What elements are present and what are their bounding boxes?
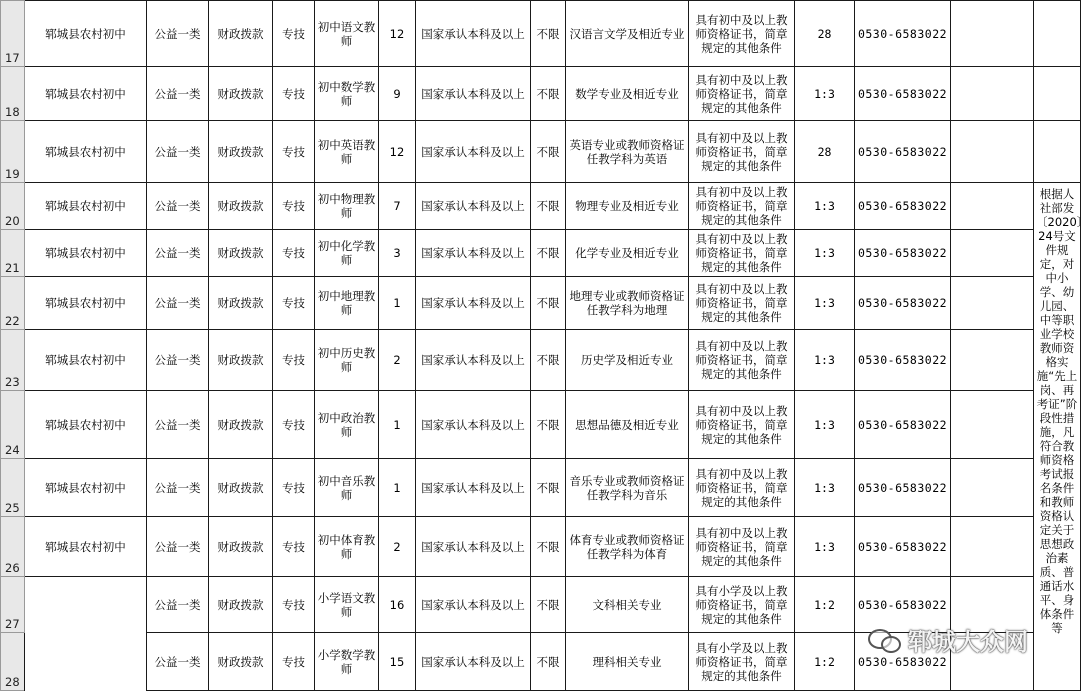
post-cell: 初中数学教师 (315, 67, 379, 121)
funding-cell: 财政拨款 (209, 121, 273, 183)
table-row (1, 121, 1081, 183)
major-cell: 思想品德及相近专业 (566, 391, 689, 459)
condition-cell: 具有初中及以上教师资格证书，简章规定的其他条件 (689, 459, 795, 517)
unit-cell: 郓城县农村初中 (25, 391, 147, 459)
ratio-cell: 1:2 (795, 577, 855, 633)
row-number: 22 (1, 277, 25, 330)
post-cell: 初中化学教师 (315, 230, 379, 277)
funding-cell: 财政拨款 (209, 633, 273, 691)
unit-cell: 郓城县农村初中 (25, 330, 147, 391)
post-cell: 初中物理教师 (315, 183, 379, 230)
row-number: 28 (1, 633, 25, 691)
degree-cell: 不限 (531, 121, 566, 183)
ratio-cell: 28 (795, 1, 855, 67)
table-row (1, 391, 1081, 459)
phone-cell: 0530-6583022 (855, 517, 951, 577)
funding-cell: 财政拨款 (209, 517, 273, 577)
count-cell: 2 (379, 330, 416, 391)
count-cell: 7 (379, 183, 416, 230)
phone-cell: 0530-6583022 (855, 330, 951, 391)
funding-cell: 财政拨款 (209, 391, 273, 459)
funding-cell: 财政拨款 (209, 330, 273, 391)
degree-cell: 不限 (531, 67, 566, 121)
education-cell: 国家承认本科及以上 (416, 633, 531, 691)
row-number: 24 (1, 391, 25, 459)
note-cell-empty (1034, 121, 1081, 183)
category-cell: 公益一类 (147, 330, 209, 391)
unit-cell: 郓城县农村初中 (25, 1, 147, 67)
watermark-text: 郓城大众网 (908, 628, 1028, 656)
funding-cell: 财政拨款 (209, 230, 273, 277)
table-row (1, 459, 1081, 517)
education-cell: 国家承认本科及以上 (416, 183, 531, 230)
note-cell: 根据人社部发〔2020〕24号文件规定，对中小学、幼儿园、中等职业学校教师资格实施“先上岗、再考证”阶段性措施，凡符合教师资格考试报名条件和教师资格认定关于思想政治素质、普通话水平、身体条件等 (1034, 183, 1081, 691)
category-cell: 公益一类 (147, 1, 209, 67)
ratio-cell: 1:2 (795, 633, 855, 691)
count-cell: 9 (379, 67, 416, 121)
post-type-cell: 专技 (273, 230, 315, 277)
post-type-cell: 专技 (273, 517, 315, 577)
major-cell: 汉语言文学及相近专业 (566, 1, 689, 67)
major-cell: 音乐专业或教师资格证任教学科为音乐 (566, 459, 689, 517)
empty-cell (951, 121, 1034, 183)
ratio-cell: 1:3 (795, 67, 855, 121)
funding-cell: 财政拨款 (209, 459, 273, 517)
phone-cell: 0530-6583022 (855, 633, 951, 691)
phone-cell: 0530-6583022 (855, 277, 951, 330)
table-row (1, 183, 1081, 230)
category-cell: 公益一类 (147, 633, 209, 691)
table-row (1, 330, 1081, 391)
empty-cell (951, 230, 1034, 277)
empty-cell (951, 517, 1034, 577)
unit-cell: 郓城县农村初中 (25, 230, 147, 277)
condition-cell: 具有初中及以上教师资格证书，简章规定的其他条件 (689, 330, 795, 391)
unit-cell: 郓城县农村初中 (25, 183, 147, 230)
condition-cell: 具有初中及以上教师资格证书，简章规定的其他条件 (689, 121, 795, 183)
table-row (1, 1, 1081, 67)
post-type-cell: 专技 (273, 1, 315, 67)
degree-cell: 不限 (531, 277, 566, 330)
education-cell: 国家承认本科及以上 (416, 577, 531, 633)
education-cell: 国家承认本科及以上 (416, 391, 531, 459)
funding-cell: 财政拨款 (209, 577, 273, 633)
post-type-cell: 专技 (273, 183, 315, 230)
condition-cell: 具有初中及以上教师资格证书，简章规定的其他条件 (689, 391, 795, 459)
count-cell: 16 (379, 577, 416, 633)
phone-cell: 0530-6583022 (855, 459, 951, 517)
post-cell: 小学数学教师 (315, 633, 379, 691)
count-cell: 12 (379, 1, 416, 67)
category-cell: 公益一类 (147, 391, 209, 459)
ratio-cell: 1:3 (795, 391, 855, 459)
phone-cell: 0530-6583022 (855, 230, 951, 277)
post-cell: 小学语文教师 (315, 577, 379, 633)
phone-cell: 0530-6583022 (855, 121, 951, 183)
category-cell: 公益一类 (147, 67, 209, 121)
post-type-cell: 专技 (273, 121, 315, 183)
post-type-cell: 专技 (273, 391, 315, 459)
education-cell: 国家承认本科及以上 (416, 517, 531, 577)
ratio-cell: 1:3 (795, 183, 855, 230)
education-cell: 国家承认本科及以上 (416, 1, 531, 67)
category-cell: 公益一类 (147, 517, 209, 577)
condition-cell: 具有初中及以上教师资格证书，简章规定的其他条件 (689, 517, 795, 577)
category-cell: 公益一类 (147, 459, 209, 517)
condition-cell: 具有初中及以上教师资格证书，简章规定的其他条件 (689, 183, 795, 230)
empty-cell (951, 1, 1034, 67)
funding-cell: 财政拨款 (209, 67, 273, 121)
condition-cell: 具有初中及以上教师资格证书，简章规定的其他条件 (689, 230, 795, 277)
degree-cell: 不限 (531, 183, 566, 230)
degree-cell: 不限 (531, 330, 566, 391)
degree-cell: 不限 (531, 459, 566, 517)
ratio-cell: 1:3 (795, 230, 855, 277)
note-cell-empty (1034, 67, 1081, 121)
post-cell: 初中英语教师 (315, 121, 379, 183)
count-cell: 3 (379, 230, 416, 277)
table-body (1, 1, 1088, 691)
condition-cell: 具有小学及以上教师资格证书，简章规定的其他条件 (689, 633, 795, 691)
education-cell: 国家承认本科及以上 (416, 67, 531, 121)
post-cell: 初中体育教师 (315, 517, 379, 577)
education-cell: 国家承认本科及以上 (416, 121, 531, 183)
condition-cell: 具有初中及以上教师资格证书，简章规定的其他条件 (689, 67, 795, 121)
table-row (1, 277, 1081, 330)
phone-cell: 0530-6583022 (855, 577, 951, 633)
major-cell: 历史学及相近专业 (566, 330, 689, 391)
unit-cell: 郓城县农村初中 (25, 277, 147, 330)
education-cell: 国家承认本科及以上 (416, 277, 531, 330)
empty-cell (951, 330, 1034, 391)
category-cell: 公益一类 (147, 183, 209, 230)
major-cell: 地理专业或教师资格证任教学科为地理 (566, 277, 689, 330)
post-type-cell: 专技 (273, 277, 315, 330)
education-cell: 国家承认本科及以上 (416, 459, 531, 517)
post-type-cell: 专技 (273, 459, 315, 517)
empty-cell (951, 459, 1034, 517)
post-type-cell: 专技 (273, 633, 315, 691)
degree-cell: 不限 (531, 633, 566, 691)
count-cell: 15 (379, 633, 416, 691)
degree-cell: 不限 (531, 517, 566, 577)
count-cell: 12 (379, 121, 416, 183)
funding-cell: 财政拨款 (209, 183, 273, 230)
ratio-cell: 1:3 (795, 459, 855, 517)
empty-cell (951, 391, 1034, 459)
row-number: 21 (1, 230, 25, 277)
row-number: 23 (1, 330, 25, 391)
phone-cell: 0530-6583022 (855, 183, 951, 230)
condition-cell: 具有初中及以上教师资格证书，简章规定的其他条件 (689, 277, 795, 330)
row-number: 20 (1, 183, 25, 230)
row-number: 26 (1, 517, 25, 577)
category-cell: 公益一类 (147, 577, 209, 633)
row-number: 18 (1, 67, 25, 121)
count-cell: 1 (379, 277, 416, 330)
count-cell: 1 (379, 459, 416, 517)
post-cell: 初中政治教师 (315, 391, 379, 459)
post-type-cell: 专技 (273, 330, 315, 391)
major-cell: 化学专业及相近专业 (566, 230, 689, 277)
post-cell: 初中历史教师 (315, 330, 379, 391)
ratio-cell: 28 (795, 121, 855, 183)
note-cell-empty (1034, 1, 1081, 67)
major-cell: 英语专业或教师资格证任教学科为英语 (566, 121, 689, 183)
empty-cell (951, 277, 1034, 330)
table-row (1, 67, 1081, 121)
education-cell: 国家承认本科及以上 (416, 230, 531, 277)
phone-cell: 0530-6583022 (855, 391, 951, 459)
watermark (868, 622, 1028, 657)
degree-cell: 不限 (531, 577, 566, 633)
row-number: 19 (1, 121, 25, 183)
ratio-cell: 1:3 (795, 277, 855, 330)
category-cell: 公益一类 (147, 121, 209, 183)
phone-cell: 0530-6583022 (855, 1, 951, 67)
post-type-cell: 专技 (273, 577, 315, 633)
education-cell: 国家承认本科及以上 (416, 330, 531, 391)
condition-cell: 具有初中及以上教师资格证书，简章规定的其他条件 (689, 1, 795, 67)
degree-cell: 不限 (531, 391, 566, 459)
table-row (1, 230, 1081, 277)
unit-cell: 郓城县农村初中 (25, 459, 147, 517)
funding-cell: 财政拨款 (209, 277, 273, 330)
empty-cell (951, 183, 1034, 230)
condition-cell: 具有小学及以上教师资格证书，简章规定的其他条件 (689, 577, 795, 633)
ratio-cell: 1:3 (795, 330, 855, 391)
major-cell: 文科相关专业 (566, 577, 689, 633)
row-number: 17 (1, 1, 25, 67)
count-cell: 1 (379, 391, 416, 459)
category-cell: 公益一类 (147, 277, 209, 330)
major-cell: 理科相关专业 (566, 633, 689, 691)
post-cell: 初中地理教师 (315, 277, 379, 330)
category-cell: 公益一类 (147, 230, 209, 277)
major-cell: 数学专业及相近专业 (566, 67, 689, 121)
row-number: 27 (1, 577, 25, 633)
phone-cell: 0530-6583022 (855, 67, 951, 121)
ratio-cell: 1:3 (795, 517, 855, 577)
post-cell: 初中语文教师 (315, 1, 379, 67)
major-cell: 物理专业及相近专业 (566, 183, 689, 230)
degree-cell: 不限 (531, 230, 566, 277)
count-cell: 2 (379, 517, 416, 577)
funding-cell: 财政拨款 (209, 1, 273, 67)
post-type-cell: 专技 (273, 67, 315, 121)
wechat-icon (868, 627, 902, 653)
major-cell: 体育专业或教师资格证任教学科为体育 (566, 517, 689, 577)
row-number: 25 (1, 459, 25, 517)
empty-cell (951, 67, 1034, 121)
unit-cell: 郓城县农村初中 (25, 67, 147, 121)
unit-cell (25, 577, 147, 691)
unit-cell: 郓城县农村初中 (25, 517, 147, 577)
post-cell: 初中音乐教师 (315, 459, 379, 517)
table-row (1, 517, 1081, 577)
degree-cell: 不限 (531, 1, 566, 67)
unit-cell: 郓城县农村初中 (25, 121, 147, 183)
